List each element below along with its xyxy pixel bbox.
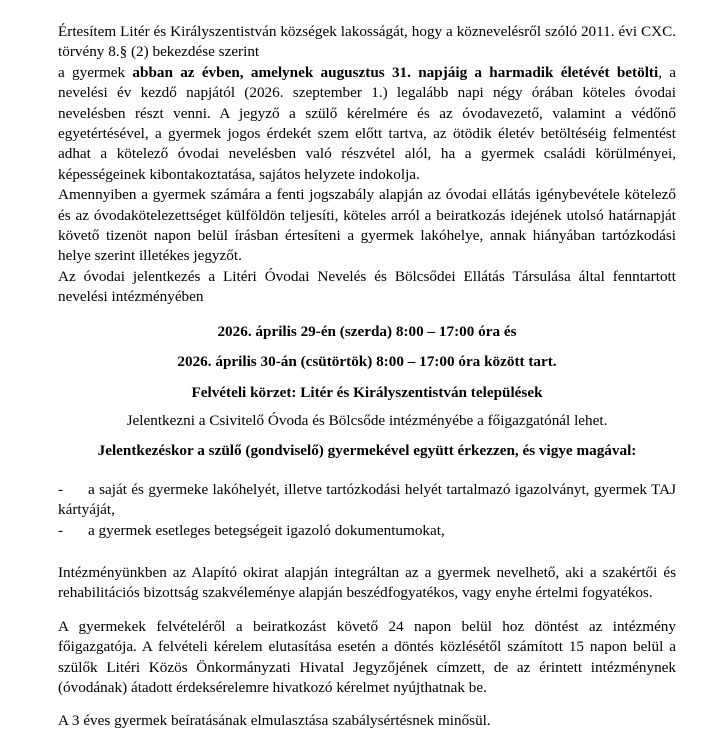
- bring-with-you-heading: Jelentkezéskor a szülő (gondviselő) gyermekével együtt érkezzen, és vigye magával:: [97, 442, 637, 460]
- required-documents-list: [58, 480, 676, 541]
- bullet-marker-icon: -: [58, 480, 64, 498]
- paragraph-abroad-notification: Amennyiben a gyermek számára a fenti jogszabály alapján az óvodai ellátás igénybevétele kötelező és az óvodakötelezettséget külföldön teljesíti, köteles arról a beiratkozás idejének utolsó határnapját követő tizenöt napon belül írásban értesíteni a gyermek lakóhelye, annak hiányában tartózkodási helye szerint illetékes jegyzőt.: [58, 186, 676, 265]
- paragraph-intro: Értesítem Litér és Királyszentistván községek lakosságát, hogy a köznevelésről szóló 2011. évi CXC. törvény 8.§ (2) bekezdése szerint: [58, 23, 676, 61]
- paragraph-legal-rest: , a nevelési év kezdő napjától (2026. szeptember 1.) legalább napi négy órában köteles óvodai nevelésben részt venni. A jegyző a szülő kérelmére és az óvodavezető, valamint a védőnő egyetértésével, a gyermek jogos érdekét szem előtt tartva, az ötödik életév betöltéséig felmentést adhat a kötelező óvodai nevelésben való részvétel alól, ha a gyermek családi körülményei, képességeinek kibontakoztatása, sajátos helyzete indokolja.: [58, 63, 677, 183]
- spacer-before-apply: [58, 403, 676, 411]
- paragraph-integrated-education: Intézményünkben az Alapító okirat alapján integráltan az a gyermek nevelhető, aki a szakértői és rehabilitációs bizottság szakvéleménye alapján beszédfogyatékos, vagy enyhe értelmi fogyatékos.: [58, 563, 676, 602]
- bullet-marker-icon: -: [58, 521, 64, 539]
- paragraph-legal-lead: a gyermek: [58, 63, 133, 81]
- paragraph-legal-obligation: [58, 63, 676, 185]
- paragraph-closing-penalty: A 3 éves gyermek beíratásának elmulasztása szabálysértésnek minősül.: [58, 712, 491, 730]
- admission-district-line: Felvételi körzet: Litér és Királyszentistván települések: [191, 383, 543, 401]
- spacer-before-district: [58, 373, 676, 383]
- list-item-text: a saját és gyermeke lakóhelyét, illetve tartózkodási helyét tartalmazó igazolványt, gyermek TAJ kártyáját,: [58, 480, 676, 519]
- registration-date-line-2: 2026. április 30-án (csütörtök) 8:00 – 17:00 óra között tart.: [177, 353, 557, 371]
- spacer-before-dates: [58, 308, 676, 322]
- list-item-text: a gyermek esetleges betegségeit igazoló dokumentumokat,: [88, 521, 445, 539]
- spacer-before-bullets: [58, 462, 676, 480]
- application-location-line: Jelentkezni a Csivitelő Óvoda és Bölcsőde intézményébe a főigazgatónál lehet.: [126, 411, 608, 429]
- paragraph-registration-venue: Az óvodai jelentkezés a Litéri Óvodai Nevelés és Bölcsődei Ellátás Társulása által fenntartott nevelési intézményében: [58, 267, 676, 306]
- paragraph-legal-emphasis: abban az évben, amelynek augusztus 31. napjáig a harmadik életévét betölti: [132, 63, 659, 81]
- paragraph-admission-decision: A gyermekek felvételéről a beiratkozást követő 24 napon belül hoz döntést az intézmény főigazgatója. A felvételi kérelem elutasítása esetén a döntés közlésétől számított 15 napon belül a szülők Litéri Közös Önkormányzati Hivatal Jegyzőjének címzett, de az érintett intézménynek (óvodának) átadott érdeksérelemre hivatkozó kérelmet nyújthatnak be.: [58, 617, 676, 696]
- list-item: [58, 521, 676, 541]
- spacer-before-integration: [58, 541, 676, 563]
- list-item: [58, 480, 676, 521]
- spacer-before-bring: [58, 431, 676, 441]
- registration-date-line-1: 2026. április 29-én (szerda) 8:00 – 17:00 óra és: [217, 322, 517, 340]
- document-body: [58, 22, 676, 732]
- spacer-between-dates: [58, 342, 676, 352]
